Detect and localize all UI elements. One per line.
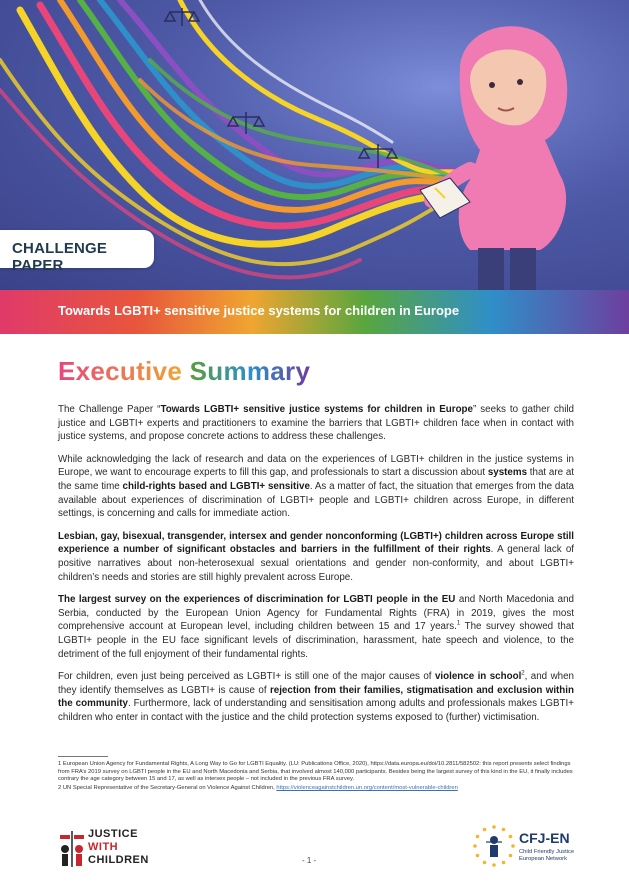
justice-with-children-wordmark [88, 828, 149, 867]
emphasis: Towards LGBTI+ sensitive justice systems for children in Europe [160, 404, 473, 415]
paragraph-3 [58, 530, 574, 584]
text: that are at the same time [58, 467, 575, 492]
footnote-ref[interactable]: 1 [456, 621, 461, 628]
paragraph-2 [58, 453, 574, 521]
cfj-en-subtitle [519, 849, 574, 863]
footnotes [58, 761, 574, 793]
hero-illustration [0, 0, 629, 290]
emphasis: rejection from their families, stigmatisation and exclusion within the community [58, 684, 574, 710]
footnote-2-text: 2 UN Special Representative of the Secretary-General on Violence Against Children, [58, 784, 275, 791]
text: . Furthermore, lack of understanding and sensitisation among adults and professionals makes LGBTI+ children who enter in contact with the justice and the child protection systems exposed to (further) victimisation. [58, 698, 574, 723]
footnote-divider [58, 756, 108, 757]
text: . A general lack of positive narratives about non-heterosexual sexual orientations and gender non-conformity, and about LGBTI+ children’s needs and stories are still highly prevalent across Europe. [58, 544, 575, 583]
text: , and when they identify themselves as LGBTI+ is cause of [58, 671, 574, 696]
title-executive: Executive [58, 356, 183, 386]
cfj-en-title: CFJ-EN [519, 830, 570, 846]
band-title: Towards LGBTI+ sensitive justice systems for children in Europe [58, 303, 460, 318]
footnote-ref[interactable]: 2 [521, 670, 525, 677]
emphasis: child-rights based and LGBTI+ sensitive [122, 480, 310, 492]
logo-line-3: CHILDREN [88, 854, 149, 866]
title-band [0, 290, 629, 334]
emphasis: violence in school [434, 671, 522, 683]
text: ” seeks to gather child justice and LGBTI+ experts and practitioners to examine the barriers that LGBTI+ children face when in contact with justice systems, and propose concrete actions to address these challenges. [58, 404, 574, 443]
logo-line-1: JUSTICE [88, 828, 138, 840]
paragraph-1 [58, 403, 574, 444]
text: The Challenge Paper “ [58, 404, 161, 415]
text: While acknowledging the lack of research and data on the experiences of LGBTI+ children in the justice systems in Europe, we want to encourage experts to fill this gap, and professionals to start a discussion about [58, 453, 574, 479]
challenge-paper-tag [0, 230, 154, 274]
footnote-1: 1 European Union Agency for Fundamental Rights, A Long Way to Go for LGBTI Equality. (LU: Publications Office, 2020), https://data.europa.eu/doi/10.2811/582502: this report presents select findings from FRA’s 2019 survey on LGBTI people in the EU and North Macedonia and Serbia, that involved almost 140,000 participants. Besides being the largest survey of this kind in the EU, it finally includes contrary the age category between 15 and 17, as well as intersex people – not included in the previous FRA survey. [58, 761, 573, 783]
justice-children-scale-icon [58, 829, 86, 869]
paragraph-4 [58, 593, 574, 661]
title-summary: Summary [189, 356, 311, 386]
cfj-en-star-circle-icon [472, 824, 516, 868]
page-title [58, 356, 310, 387]
cfj-en-sub-line-1: Child Friendly Justice [519, 849, 575, 855]
footnote-2 [58, 785, 574, 793]
page-number: - 1 - [302, 856, 317, 865]
text: The survey showed that LGBTI+ people in the EU face significant levels of discrimination, harassment, hate speech and violence, to the detriment of the full enjoyment of their fundamental rights. [58, 621, 574, 660]
emphasis: systems [487, 467, 528, 479]
justice-with-children-logo [58, 827, 198, 871]
emphasis: The largest survey on the experiences of discrimination for LGBTI people in the EU [58, 594, 456, 606]
logo-line-2: WITH [88, 841, 119, 853]
cfj-en-logo [472, 824, 582, 874]
text: For children, even just being perceived as LGBTI+ is still one of the major causes of [58, 671, 435, 683]
footnote-2-link[interactable]: https://violenceagainstchildren.un.org/content/most-vulnerable-children [276, 784, 458, 791]
challenge-paper-label: CHALLENGE PAPER [12, 240, 108, 274]
text: and North Macedonia and Serbia, conducted by the European Union Agency for Fundamental Rights (FRA) in 2019, gives the most comprehensive account at European level, including children between 15 and 17 years. [58, 594, 574, 633]
executive-summary-body [58, 403, 574, 733]
cfj-en-sub-line-2: European Network [519, 856, 568, 862]
emphasis: Lesbian, gay, bisexual, transgender, intersex and gender nonconforming (LGBTI+) children across Europe still experience a number of significant obstacles and barriers in the fulfillment of their rights [58, 530, 574, 556]
paragraph-5 [58, 670, 574, 724]
text: . As a matter of fact, the situation that emerges from the data available about experiences of discrimination of LGBTI+ people and LGBTI+ children across Europe, in different settings, is concerning and calls for immediate action. [58, 480, 574, 520]
